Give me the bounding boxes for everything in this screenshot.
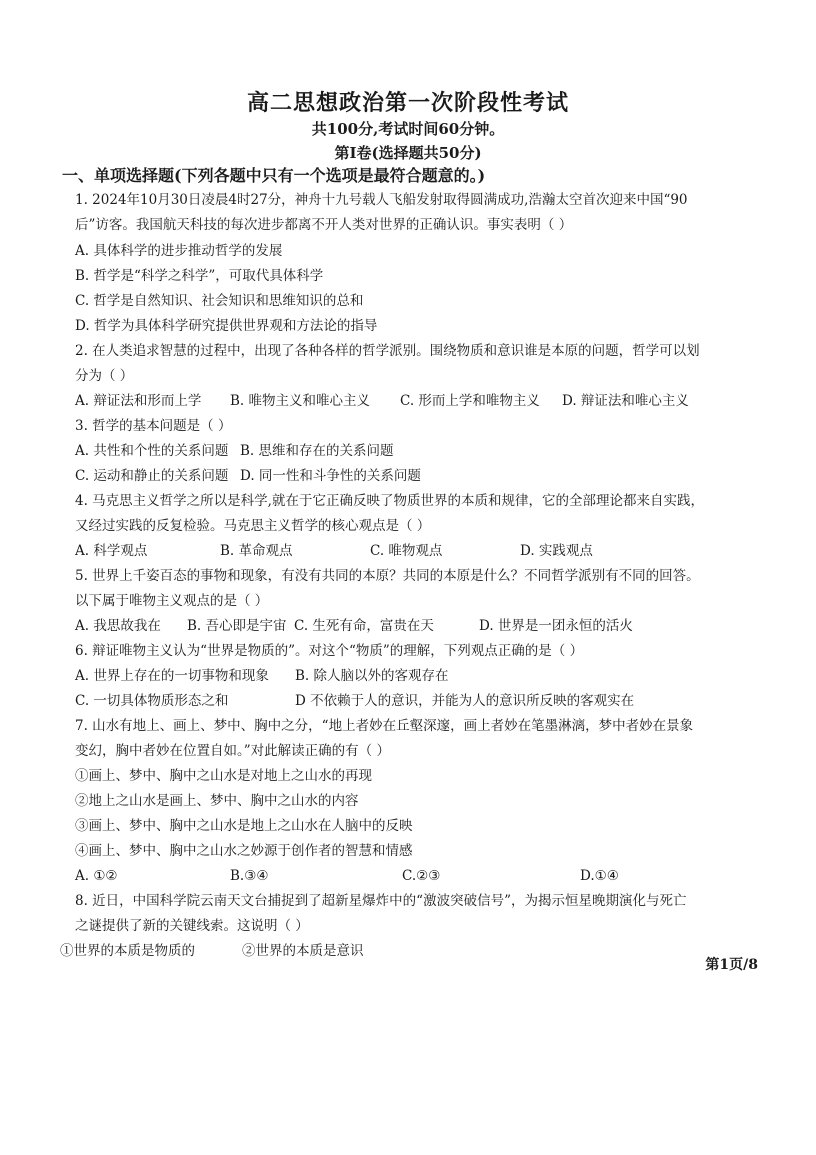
- question-4-stem-line-1: 4. 马克思主义哲学之所以是科学,就在于它正确反映了物质世界的本质和规律，它的全部理论都来自实践，: [75, 493, 704, 509]
- question-3-option-d: D. 同一性和斗争性的关系问题: [240, 468, 421, 484]
- page-number: 第1页/8: [705, 957, 758, 973]
- question-7-options: [75, 866, 619, 886]
- section-heading: 一、单项选择题(下列各题中只有一个选项是最符合题意的。): [62, 166, 486, 185]
- question-6-options-row-2: [75, 691, 634, 711]
- question-3-options-row-2: [75, 466, 421, 486]
- exam-info: 共100分,考试时间60分钟。: [311, 120, 505, 138]
- question-6-option-d: D 不依赖于人的意识，并能为人的意识所反映的客观实在: [295, 693, 635, 709]
- question-2-option-d: D. 辩证法和唯心主义: [562, 393, 689, 409]
- question-5-option-d: D. 世界是一团永恒的活火: [479, 618, 633, 634]
- question-5-option-b: B. 吾心即是宇宙: [187, 618, 287, 634]
- question-7-statement-2: ②地上之山水是画上、梦中、胸中之山水的内容: [75, 793, 359, 809]
- question-8-statement-1: ①世界的本质是物质的: [60, 943, 195, 959]
- question-7-statement-3: ③画上、梦中、胸中之山水是地上之山水在人脑中的反映: [75, 818, 413, 834]
- question-1-stem-line-1: 1. 2024年10月30日凌晨4时27分，神舟十九号载人飞船发射取得圆满成功,浩瀚太空首次迎来中国“90: [75, 192, 688, 208]
- question-6-options-row-1: [75, 666, 449, 686]
- question-5-options: [75, 616, 633, 636]
- question-2-stem-line-1: 2. 在人类追求智慧的过程中，出现了各种各样的哲学派别。围绕物质和意识谁是本原的问题，哲学可以划: [75, 343, 700, 359]
- question-4-options: [75, 541, 593, 561]
- question-1-option-b: B. 哲学是“科学之科学”，可取代具体科学: [75, 268, 324, 284]
- question-5-stem-line-1: 5. 世界上千姿百态的事物和现象，有没有共同的本原？共同的本原是什么？不同哲学派别有不同的回答。: [75, 568, 700, 584]
- volume-heading: 第Ⅰ卷(选择题共50分): [334, 144, 482, 162]
- question-6-option-a: A. 世界上存在的一切事物和现象: [75, 668, 269, 684]
- question-7-option-a: A. ①②: [75, 868, 118, 884]
- question-2-option-a: A. 辩证法和形而上学: [75, 393, 202, 409]
- question-7-option-c: C.②③: [402, 868, 441, 884]
- question-2-option-c: C. 形而上学和唯物主义: [400, 393, 540, 409]
- question-2-options: [75, 391, 689, 411]
- question-3-option-a: A. 共性和个性的关系问题: [75, 443, 229, 459]
- question-3-option-c: C. 运动和静止的关系问题: [75, 468, 229, 484]
- question-7-stem-line-1: 7. 山水有地上、画上、梦中、胸中之分，“地上者妙在丘壑深邃，画上者妙在笔墨淋漓，梦中者妙在景象: [75, 718, 694, 734]
- question-7-stem-line-2: 变幻，胸中者妙在位置自如。”对此解读正确的有（ ）: [75, 743, 390, 759]
- question-3-options-row-1: [75, 441, 394, 461]
- question-8-stem-line-1: 8. 近日，中国科学院云南天文台捕捉到了超新星爆炸中的“激波突破信号”，为揭示恒星晚期演化与死亡: [75, 893, 687, 909]
- question-1-stem-line-2: 后”访客。我国航天科技的每次进步都离不开人类对世界的正确认识。事实表明（ ）: [75, 217, 573, 233]
- question-7-option-d: D.①④: [580, 868, 619, 884]
- question-7-statement-4: ④画上、梦中、胸中之山水之妙源于创作者的智慧和情感: [75, 843, 413, 859]
- question-6-stem: 6. 辩证唯物主义认为“世界是物质的”。对这个“物质”的理解，下列观点正确的是（ ）: [75, 643, 584, 659]
- question-4-option-a: A. 科学观点: [75, 543, 148, 559]
- page-title: 高二思想政治第一次阶段性考试: [246, 90, 569, 116]
- question-2-option-b: B. 唯物主义和唯心主义: [230, 393, 371, 409]
- question-4-option-b: B. 革命观点: [220, 543, 293, 559]
- question-4-option-c: C. 唯物观点: [370, 543, 443, 559]
- question-5-stem-line-2: 以下属于唯物主义观点的是（ ）: [75, 593, 269, 609]
- question-6-option-b: B. 除人脑以外的客观存在: [295, 668, 449, 684]
- question-1-option-c: C. 哲学是自然知识、社会知识和思维知识的总和: [75, 293, 364, 309]
- question-7-option-b: B.③④: [230, 868, 269, 884]
- question-3-option-b: B. 思维和存在的关系问题: [240, 443, 394, 459]
- question-3-stem: 3. 哲学的基本问题是（ ）: [75, 418, 232, 434]
- question-5-option-c: C. 生死有命，富贵在天: [294, 618, 434, 634]
- question-2-stem-line-2: 分为（ ）: [75, 368, 134, 384]
- question-8-statement-2: ②世界的本质是意识: [242, 943, 364, 959]
- question-1-option-d: D. 哲学为具体科学研究提供世界观和方法论的指导: [75, 318, 378, 334]
- question-8-stem-line-2: 之谜提供了新的关键线索。这说明（ ）: [75, 918, 309, 934]
- question-8-statements: [60, 941, 364, 961]
- question-5-option-a: A. 我思故我在: [75, 618, 161, 634]
- question-4-option-d: D. 实践观点: [520, 543, 593, 559]
- question-4-stem-line-2: 又经过实践的反复检验。马克思主义哲学的核心观点是（ ）: [75, 518, 431, 534]
- question-7-statement-1: ①画上、梦中、胸中之山水是对地上之山水的再现: [75, 768, 372, 784]
- question-6-option-c: C. 一切具体物质形态之和: [75, 693, 229, 709]
- question-1-option-a: A. 具体科学的进步推动哲学的发展: [75, 243, 283, 259]
